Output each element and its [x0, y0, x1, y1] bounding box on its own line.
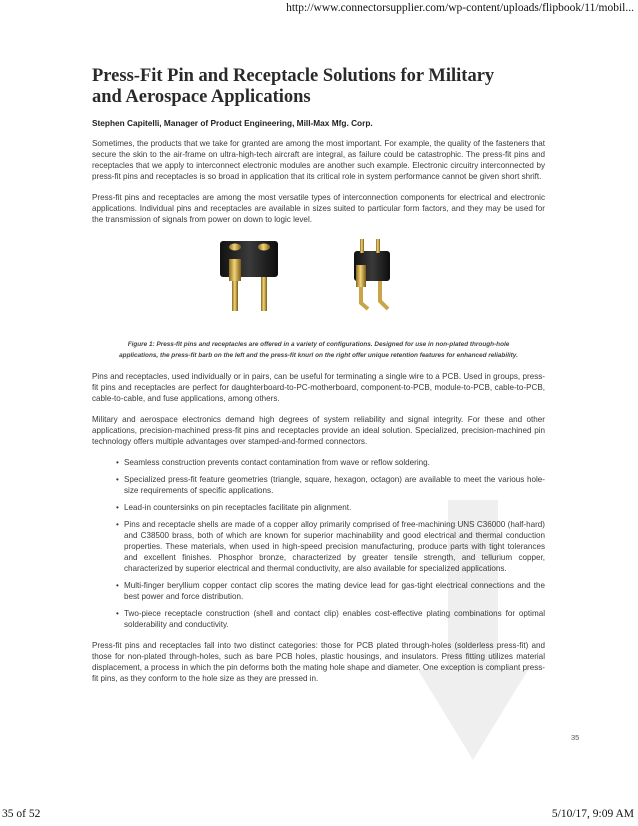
- page-number: 35: [571, 733, 580, 742]
- print-footer-datetime: 5/10/17, 9:09 AM: [551, 808, 634, 820]
- list-item: • Lead-in countersinks on pin receptacles facilitate pin alignment.: [116, 502, 545, 513]
- article: [92, 66, 545, 684]
- advantages-list: [92, 457, 545, 630]
- print-header-url: http://www.connectorsupplier.com/wp-content/uploads/flipbook/11/mobil...: [286, 2, 634, 14]
- list-item: • Specialized press-fit feature geometries (triangle, square, hexagon, octagon) are available to meet the various hole-size requirements of specific applications.: [116, 474, 545, 496]
- print-footer-page-count: 35 of 52: [2, 808, 41, 820]
- paragraph-1: Sometimes, the products that we take for granted are among the most important. For example, the quality of the fasteners that secure the skin to the air-frame on ultra-high-tech aircraft are integral, as failure could be catastrophic. The press-fit pins and receptacles that we apply to interconnect electronic modules are another such example. Electronic circuitry interconnected by press-fit pins and receptacles is so broad in application that its critical role in system performance cannot be given short shrift.: [92, 139, 545, 181]
- list-item: • Two-piece receptacle construction (shell and contact clip) enables cost-effective plating combinations for optimal solderability and conductivity.: [116, 608, 545, 630]
- article-author: Stephen Capitelli, Manager of Product Engineering, Mill-Max Mfg. Corp.: [92, 118, 373, 128]
- article-title-line2: and Aerospace Applications: [92, 87, 311, 107]
- list-item: • Seamless construction prevents contact contamination from wave or reflow soldering.: [116, 457, 545, 468]
- list-item: • Pins and receptacle shells are made of a copper alloy primarily comprised of free-machining UNS C36000 (half-hard) and C38500 brass, both of which are known for superior machinability and good electrical and thermal conduction properties. These materials, when used in high-speed precision manufacturing, produce parts with tight tolerances and excellent finishes. Phosphor bronze, characterized by greater tensile strength, and tellurium copper, characterized by superior electrical and thermal conductivity, are also available for specialized applications.: [116, 519, 545, 574]
- press-fit-pins-image: [92, 239, 545, 329]
- article-title-line1: Press-Fit Pin and Receptacle Solutions for Military: [92, 66, 495, 86]
- paragraph-4: Military and aerospace electronics demand high degrees of system reliability and signal integrity. For these and other applications, precision-machined press-fit pins and receptacles provide an ideal solution. Specialized, precision-machined pin technology offers multiple advantages over stamped-and-formed connectors.: [92, 415, 545, 446]
- figure-1-photo: [92, 239, 545, 329]
- figure-1-caption: Figure 1: Press-fit pins and receptacles are offered in a variety of configurations. Designed for use in non-plated through-hole applications, the press-fit barb on the left and the press-fit knurl on the right offer unique retention features for enhanced reliability.: [119, 341, 518, 359]
- article-title: [92, 66, 545, 108]
- list-item: • Multi-finger beryllium copper contact clip scores the mating device lead for gas-tight electrical connections and the best power and force distribution.: [116, 580, 545, 602]
- paragraph-5: Press-fit pins and receptacles fall into two distinct categories: those for PCB plated through-holes (solderless press-fit) and those for non-plated through-holes, such as bare PCB holes, plastic housings, and insulators. Press fitting utilizes material displacement, a process in which the pin deforms both the mating hole shape and diameter. One exception is compliant press-fit pins, as they conform to the hole size as they are pressed in.: [92, 641, 545, 683]
- paragraph-2: Press-fit pins and receptacles are among the most versatile types of interconnection components for electrical and electronic applications. Individual pins and receptacles are available in sizes suited to particular form factors, and they may be used for the transmission of signals from power on down to logic level.: [92, 193, 545, 224]
- paragraph-3: Pins and receptacles, used individually or in pairs, can be useful for terminating a single wire to a PCB. Used in groups, press-fit pins and receptacles are perfect for daughterboard-to-PC-motherboard, component-to-PCB, module-to-PCB, cable-to-PCB, cable-to-cable, and fuse applications, among others.: [92, 372, 545, 403]
